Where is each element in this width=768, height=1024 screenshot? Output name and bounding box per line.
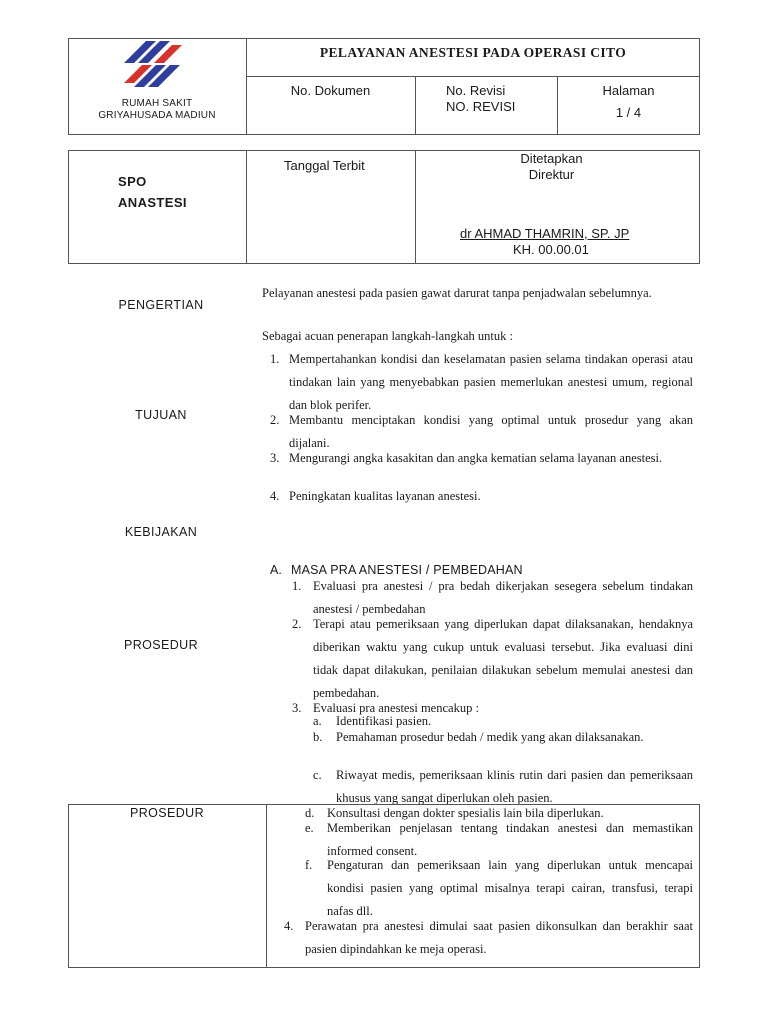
tujuan-item: Mempertahankan kondisi dan keselamatan pasien selama tindakan operasi atau tindakan lain yang menyebabkan pasien memerlukan anestesi umum, regional dan blok perifer. <box>289 352 693 412</box>
tujuan-item-number: 2. <box>270 413 280 427</box>
prosedur-subitem-letter: b. <box>313 730 323 744</box>
approval-block <box>415 150 700 183</box>
prosedur-item-number: 4. <box>284 919 294 933</box>
prosedur-item: Evaluasi pra anestesi mencakup : <box>313 701 479 715</box>
prosedur-subitem-letter: c. <box>313 768 322 782</box>
section-label-kebijakan: KEBIJAKAN <box>124 525 198 539</box>
prosedur-subitem: Identifikasi pasien. <box>336 714 432 728</box>
header-divider <box>415 76 416 135</box>
prosedur-item-number: 3. <box>292 701 302 715</box>
prosedur-subitem-letter: a. <box>313 714 322 728</box>
tujuan-item: Mengurangi angka kasakitan dan angka kematian selama layanan anestesi. <box>289 451 663 465</box>
prosedur-subitem-letter: f. <box>305 858 313 872</box>
header-divider <box>246 76 700 77</box>
prosedur-subitem-letter: e. <box>305 821 314 835</box>
spo-line-2: ANASTESI <box>118 195 187 210</box>
revision-label: No. Revisi <box>446 83 506 98</box>
spo-divider <box>246 150 247 264</box>
tujuan-item-number: 4. <box>270 489 280 503</box>
section-label-prosedur-continued: PROSEDUR <box>129 806 205 820</box>
prosedur-item-number: 1. <box>292 579 302 593</box>
tujuan-item: Peningkatan kualitas layanan anestesi. <box>289 489 481 503</box>
spo-line-1: SPO <box>118 174 147 189</box>
tujuan-item-number: 1. <box>270 352 280 366</box>
document-title: PELAYANAN ANESTESI PADA OPERASI CITO <box>319 45 627 60</box>
section-label-pengertian: PENGERTIAN <box>118 298 204 312</box>
tujuan-item: Membantu menciptakan kondisi yang optimal untuk prosedur yang akan dijalani. <box>289 413 693 450</box>
hospital-logo-icon <box>124 41 184 87</box>
page-value: 1 / 4 <box>615 105 642 120</box>
spo-title <box>118 171 187 213</box>
prosedur-subitem: Memberikan penjelasan tentang tindakan anestesi dan memastikan informed consent. <box>327 821 693 858</box>
prosedur-subitem-letter: d. <box>305 806 315 820</box>
prosedur-item: Perawatan pra anestesi dimulai saat pasien dikonsulkan dan berakhir saat pasien dipindahkan ke meja operasi. <box>305 919 693 956</box>
institution-name <box>72 98 242 122</box>
prosedur-item: Terapi atau pemeriksaan yang diperlukan dapat dilaksanakan, hendaknya diberikan waktu yang cukup untuk evaluasi tersebut. Jika evaluasi dini tidak dapat dilakukan, penilaian dilakukan sebelum memulai anestesi dan pembedahan. <box>313 617 693 700</box>
section-label-prosedur: PROSEDUR <box>123 638 199 652</box>
institution-line-1: RUMAH SAKIT <box>121 98 193 109</box>
section-label-tujuan: TUJUAN <box>135 408 187 422</box>
tujuan-item-number: 3. <box>270 451 280 465</box>
prosedur-item-number: 2. <box>292 617 302 631</box>
issue-date-label: Tanggal Terbit <box>284 158 365 173</box>
prosedur-subitem: Riwayat medis, pemeriksaan klinis rutin dari pasien dan pemeriksaan khusus yang sangat diperlukan oleh pasien. <box>336 768 693 805</box>
signatory-name: dr AHMAD THAMRIN, SP. JP <box>460 226 630 241</box>
prosedur-heading-letter: A. <box>270 563 282 577</box>
tujuan-intro: Sebagai acuan penerapan langkah-langkah untuk : <box>262 329 513 343</box>
prosedur-subitem: Pemahaman prosedur bedah / medik yang akan dilaksanakan. <box>336 730 644 744</box>
doc-number-label: No. Dokumen <box>290 83 371 98</box>
prosedur-divider <box>266 804 267 968</box>
pengertian-text: Pelayanan anestesi pada pasien gawat darurat tanpa penjadwalan sebelumnya. <box>262 286 652 300</box>
signatory-id: KH. 00.00.01 <box>513 242 589 257</box>
prosedur-subitem: Konsultasi dengan dokter spesialis lain bila diperlukan. <box>327 806 604 820</box>
revision-value: NO. REVISI <box>446 99 516 114</box>
page-label: Halaman <box>602 83 655 98</box>
prosedur-heading: MASA PRA ANESTESI / PEMBEDAHAN <box>291 563 523 577</box>
prosedur-subitem: Pengaturan dan pemeriksaan lain yang diperlukan untuk mencapai kondisi pasien yang optimal misalnya terapi cairan, transfusi, terapi nafas dll. <box>327 858 693 918</box>
prosedur-item: Evaluasi pra anestesi / pra bedah dikerjakan sesegera sebelum tindakan anestesi / pembedahan <box>313 579 693 616</box>
approved-label: Ditetapkan <box>520 151 583 166</box>
approved-role: Direktur <box>528 167 575 182</box>
institution-line-2: GRIYAHUSADA MADIUN <box>98 110 216 121</box>
